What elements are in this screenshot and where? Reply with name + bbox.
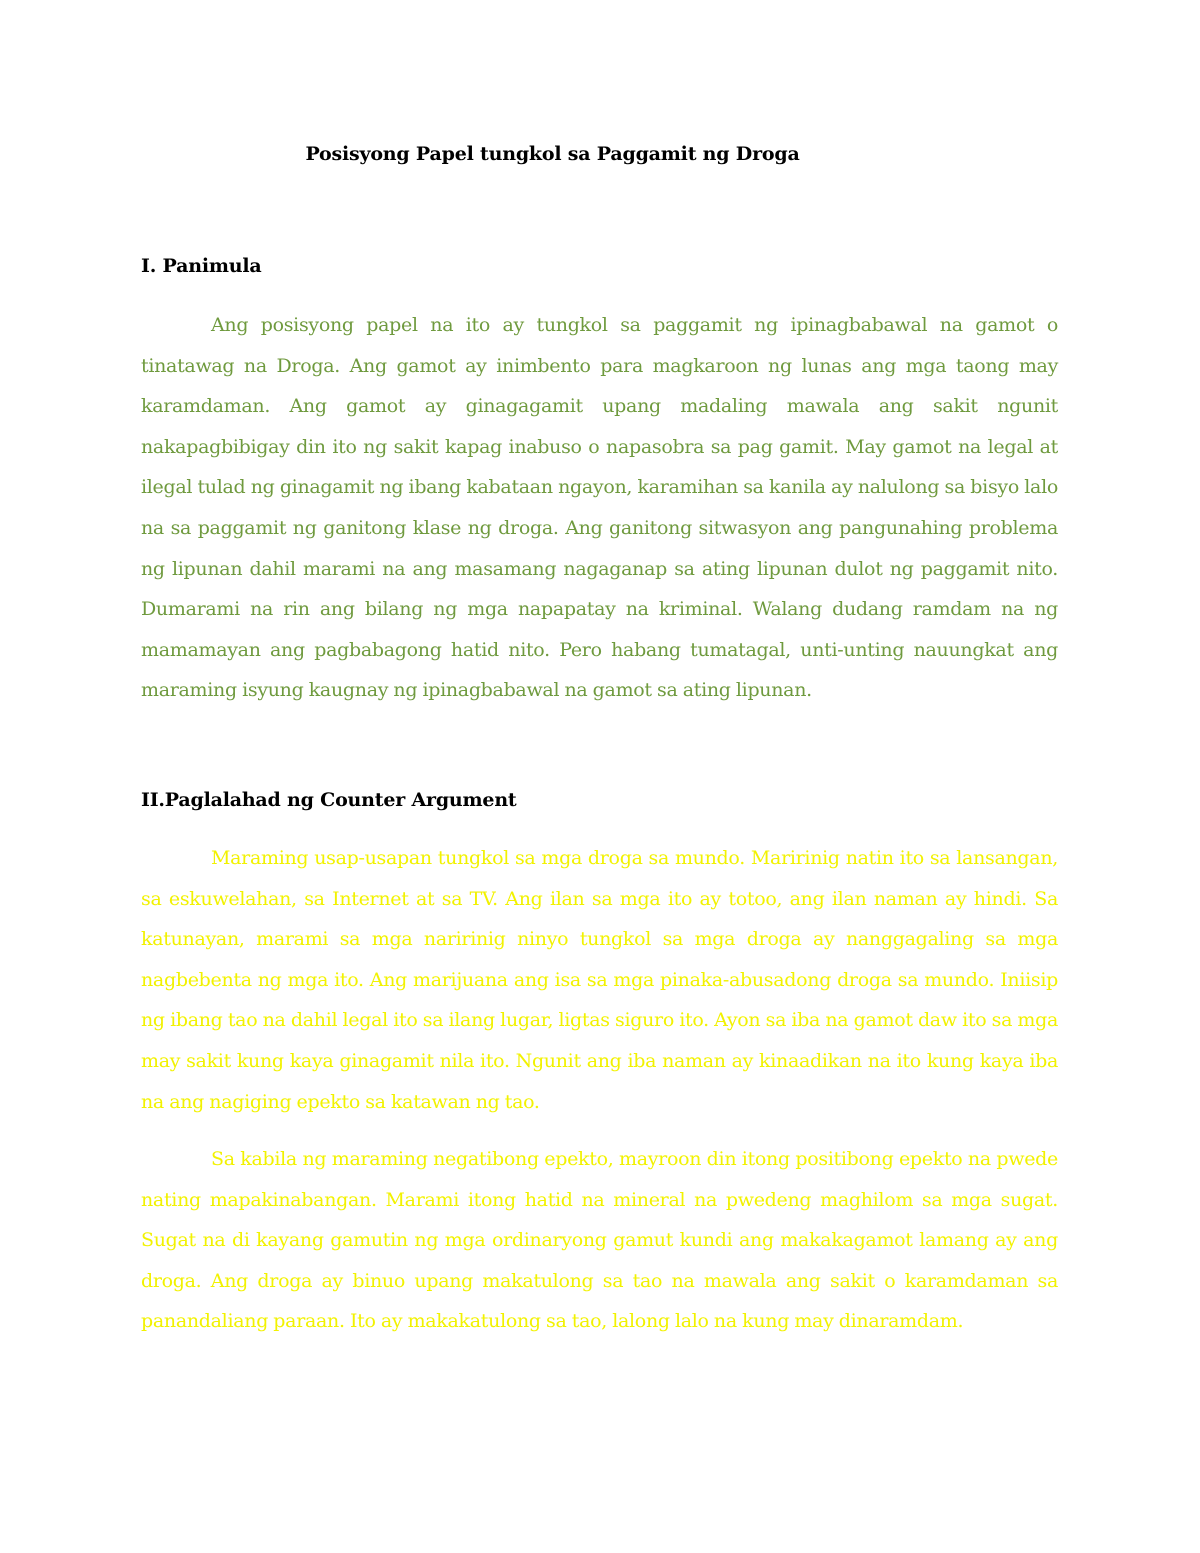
section-heading-panimula: I. Panimula [141,255,262,277]
paragraph-counter-argument-1: Maraming usap-usapan tungkol sa mga droga sa mundo. Maririnig natin ito sa lansangan, sa eskuwelahan, sa Internet at sa TV. Ang ilan sa mga ito ay totoo, ang ilan naman ay hindi. Sa katunayan, marami sa mga naririnig ninyo tungkol sa mga droga ay nanggagaling sa mga nagbebenta ng mga ito. Ang marijuana ang isa sa mga pinaka-abusadong droga sa mundo. Iniisip ng ibang tao na dahil legal ito sa ilang lugar, ligtas siguro ito. Ayon sa iba na gamot daw ito sa mga may sakit kung kaya ginagamit nila ito. Ngunit ang iba naman ay kinaadikan na ito kung kaya iba na ang nagiging epekto sa katawan ng tao. [141,847,1058,1113]
document-title: Posisyong Papel tungkol sa Paggamit ng Droga [305,143,800,165]
paragraph-panimula: Ang posisyong papel na ito ay tungkol sa paggamit ng ipinagbabawal na gamot o tinatawag na Droga. Ang gamot ay inimbento para magkaroon ng lunas ang mga taong may karamdaman. Ang gamot ay ginagagamit upang madaling mawala ang sakit ngunit nakapagbibigay din ito ng sakit kapag inabuso o napasobra sa pag gamit. May gamot na legal at ilegal tulad ng ginagamit ng ibang kabataan ngayon, karamihan sa kanila ay nalulong sa bisyo lalo na sa paggamit ng ganitong klase ng droga. Ang ganitong sitwasyon ang pangunahing problema ng lipunan dahil marami na ang masamang nagaganap sa ating lipunan dulot ng paggamit nito. Dumarami na rin ang bilang ng mga napapatay na kriminal. Walang dudang ramdam na ng mamamayan ang pagbabagong hatid nito. Pero habang tumatagal, unti-unting nauungkat ang maraming isyung kaugnay ng ipinagbabawal na gamot sa ating lipunan. [141,314,1058,702]
section-heading-counter-argument: II.Paglalahad ng Counter Argument [141,789,517,811]
paragraph-counter-argument-2: Sa kabila ng maraming negatibong epekto, mayroon din itong positibong epekto na pwede nating mapakinabangan. Marami itong hatid na mineral na pwedeng maghilom sa mga sugat. Sugat na di kayang gamutin ng mga ordinaryong gamut kundi ang makakagamot lamang ay ang droga. Ang droga ay binuo upang makatulong sa tao na mawala ang sakit o karamdaman sa panandaliang paraan. Ito ay makakatulong sa tao, lalong lalo na kung may dinaramdam. [141,1148,1058,1333]
